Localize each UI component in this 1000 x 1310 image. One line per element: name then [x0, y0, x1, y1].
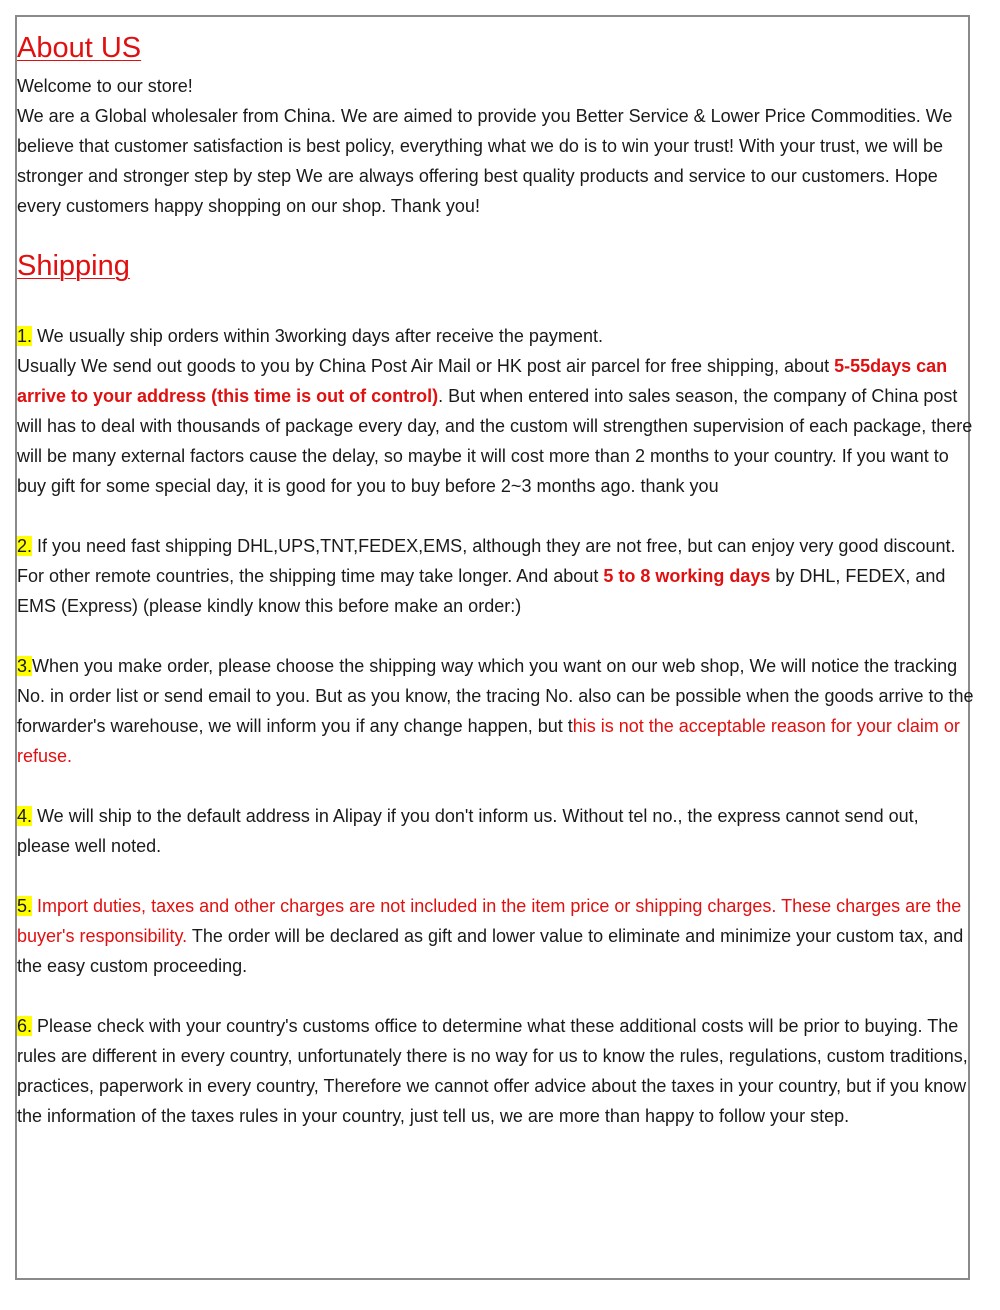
- item-number: 6.: [17, 1016, 33, 1036]
- shipping-item-4-text: [17, 801, 975, 861]
- item-red-text: his is not the acceptable reason for your claim or refuse.: [17, 716, 960, 766]
- item-text: When you make order, please choose the shipping way which you want on our web shop, We will notice the tracking No. in order list or send email to you. But as you know, the tracing No. also can be possible when the goods arrive to the forwarder's warehouse, we will inform you if any change happen, but t: [17, 656, 974, 736]
- shipping-item-1: [17, 321, 975, 501]
- shipping-item-1-line-b: [17, 351, 975, 501]
- shipping-item-6-text: [17, 1011, 975, 1131]
- item-text: We will ship to the default address in Alipay if you don't inform us. Without tel no., the express cannot send out, please well noted.: [17, 806, 919, 856]
- item-number: 1.: [17, 326, 33, 346]
- shipping-heading: Shipping: [17, 250, 130, 282]
- shipping-item-3-text: [17, 651, 975, 771]
- item-red-text: Import duties, taxes and other charges are not included in the item price or shipping charges. These charges are the buyer's responsibility.: [17, 896, 962, 946]
- item-text: Please check with your country's customs office to determine what these additional costs will be prior to buying. The rules are different in every country, unfortunately there is no way for us to know the rules, regulations, custom traditions, practices, paperwork in every country, Therefore we cannot offer advice about the taxes in your country, but if you know the information of the taxes rules in your country, just tell us, we are more than happy to follow your step.: [17, 1016, 968, 1126]
- about-heading: About US: [17, 32, 142, 64]
- shipping-item-6: [17, 1011, 975, 1131]
- document-content: [17, 28, 975, 1161]
- shipping-item-5-text: [17, 891, 975, 981]
- shipping-item-5: [17, 891, 975, 981]
- item-highlight: 5 to 8 working days: [603, 566, 771, 586]
- about-body: We are a Global wholesaler from China. We are aimed to provide you Better Service & Lower Price Commodities. We believe that customer satisfaction is best policy, everything what we do is to win your trust! With your trust, we will be stronger and stronger step by step We are always offering best quality products and service to our customers. Hope every customers happy shopping on our shop. Thank you!: [17, 106, 953, 216]
- item-number: 2.: [17, 536, 33, 556]
- shipping-item-2: [17, 531, 975, 621]
- item-text: We usually ship orders within 3working days after receive the payment.: [32, 326, 603, 346]
- item-text: Usually We send out goods to you by China Post Air Mail or HK post air parcel for free shipping, about: [17, 356, 835, 376]
- item-highlight: 5-55days can arrive to your address (this time is out of control): [17, 356, 948, 406]
- shipping-item-3: [17, 651, 975, 771]
- item-text: The order will be declared as gift and lower value to eliminate and minimize your custom tax, and the easy custom proceeding.: [17, 926, 964, 976]
- item-number: 4.: [17, 806, 33, 826]
- shipping-item-2-text: [17, 531, 975, 621]
- about-welcome: Welcome to our store!: [17, 76, 193, 96]
- item-text: . But when entered into sales season, the company of China post will has to deal with thousands of package every day, and the custom will strengthen supervision of each package, there will be many external factors cause the delay, so maybe it will cost more than 2 months to your country. If you want to buy gift for some special day, it is good for you to buy before 2~3 months ago. thank you: [17, 386, 973, 496]
- item-number: 5.: [17, 896, 33, 916]
- shipping-item-1-line-a: [17, 321, 975, 351]
- item-text: If you need fast shipping DHL,UPS,TNT,FEDEX,EMS, although they are not free, but can enjoy very good discount. For other remote countries, the shipping time may take longer. And about: [17, 536, 956, 586]
- item-text: by DHL, FEDEX, and EMS (Express) (please kindly know this before make an order:): [17, 566, 946, 616]
- shipping-item-4: [17, 801, 975, 861]
- item-number: 3.: [17, 656, 33, 676]
